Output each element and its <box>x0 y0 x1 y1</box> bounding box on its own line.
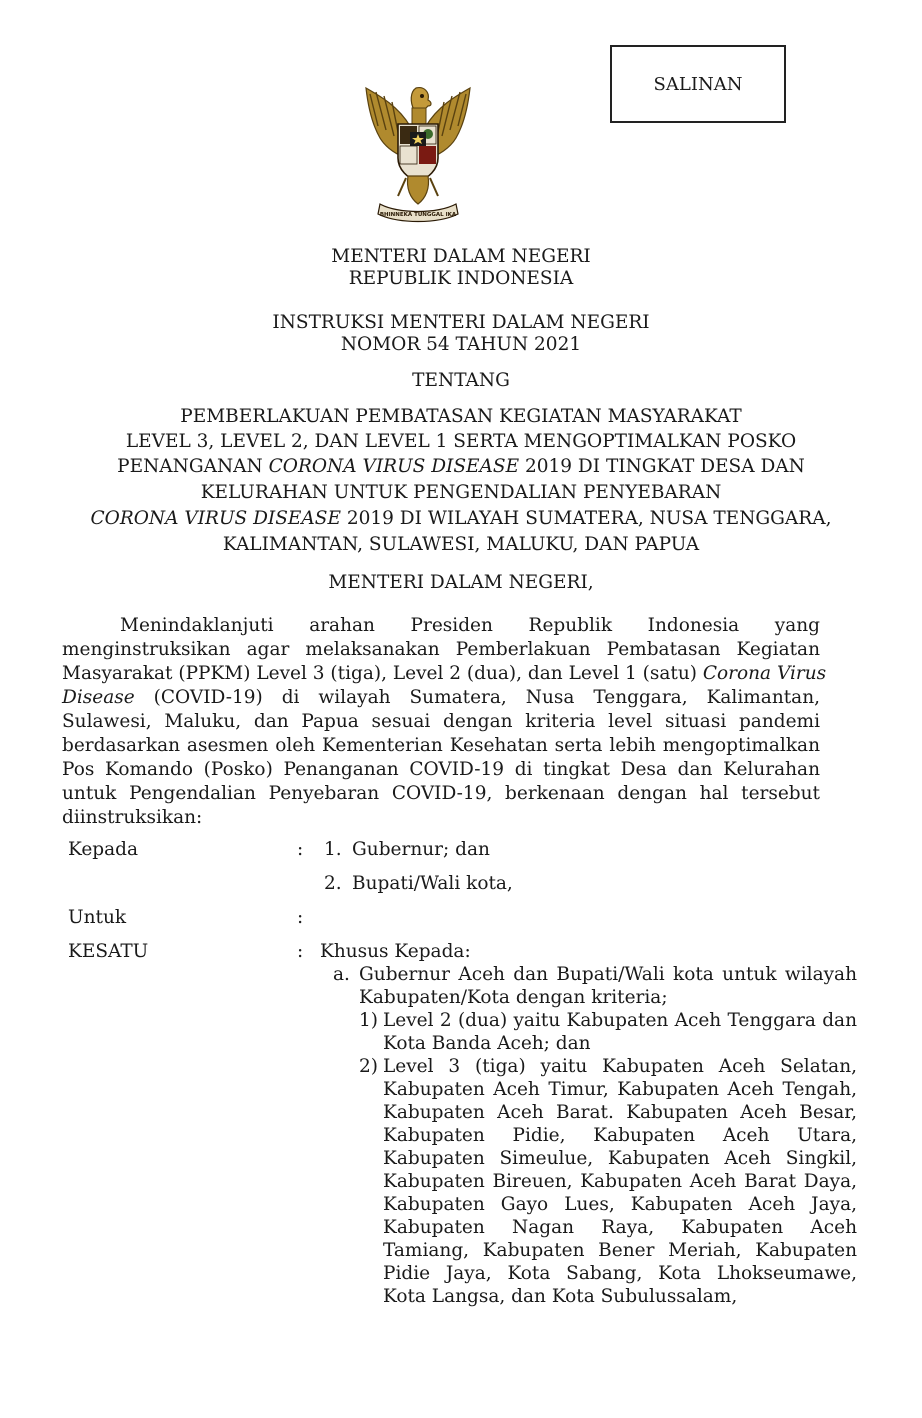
item-2-line-5: Kabupaten Simeulue, Kabupaten Aceh Singkil, <box>383 1148 857 1169</box>
preamble-line-3: Masyarakat (PPKM) Level 3 (tiga), Level 2 (dua), dan Level 1 (satu) Corona Virus <box>62 663 827 684</box>
item-a-line-1: Gubernur Aceh dan Bupati/Wali kota untuk wilayah <box>359 964 857 985</box>
preamble-line-7: Pos Komando (Posko) Penanganan COVID-19 di tingkat Desa dan Kelurahan <box>62 759 820 780</box>
item-1-line-1: Level 2 (dua) yaitu Kabupaten Aceh Tenggara dan <box>383 1010 857 1031</box>
untuk-colon: : <box>297 907 304 928</box>
item-2-line-2: Kabupaten Aceh Timur, Kabupaten Aceh Tengah, <box>383 1079 857 1100</box>
item-2-line-11: Kota Langsa, dan Kota Subulussalam, <box>383 1286 738 1307</box>
title-line-3: PENANGANAN CORONA VIRUS DISEASE 2019 DI TINGKAT DESA DAN <box>117 456 805 477</box>
kepada-label: Kepada <box>68 839 139 860</box>
item-2-line-7: Kabupaten Gayo Lues, Kabupaten Aceh Jaya, <box>383 1194 857 1215</box>
issuer-line-2: REPUBLIK INDONESIA <box>348 268 574 289</box>
kepada-colon: : <box>297 839 304 860</box>
garuda-pancasila-seal-icon <box>358 66 478 226</box>
preamble-line-2: menginstruksikan agar melaksanakan Pemberlakuan Pembatasan Kegiatan <box>62 639 820 660</box>
title-line-2: LEVEL 3, LEVEL 2, DAN LEVEL 1 SERTA MENGOPTIMALKAN POSKO <box>125 431 797 452</box>
kepada-item-2: Bupati/Wali kota, <box>352 873 513 894</box>
salinan-stamp <box>610 45 786 123</box>
seal-motto: BHINNEKA TUNGGAL IKA <box>379 212 457 218</box>
title-line-6: KALIMANTAN, SULAWESI, MALUKU, DAN PAPUA <box>222 534 700 555</box>
preamble-line-1: Menindaklanjuti arahan Presiden Republik Indonesia yang <box>120 615 820 636</box>
preamble-line-5: Sulawesi, Maluku, dan Papua sesuai dengan kriteria level situasi pandemi <box>62 711 820 732</box>
title-line-4: KELURAHAN UNTUK PENGENDALIAN PENYEBARAN <box>200 482 722 503</box>
kepada-item-1-number: 1. <box>324 839 342 860</box>
untuk-label: Untuk <box>68 907 127 928</box>
about-label: TENTANG <box>412 370 510 391</box>
preamble-line-8: untuk Pengendalian Penyebaran COVID-19, berkenaan dengan hal tersebut <box>62 783 820 804</box>
kesatu-colon: : <box>297 941 304 962</box>
item-2-line-1: Level 3 (tiga) yaitu Kabupaten Aceh Selatan, <box>383 1056 857 1077</box>
title-line-5: CORONA VIRUS DISEASE 2019 DI WILAYAH SUMATERA, NUSA TENGGARA, <box>90 508 832 529</box>
kesatu-label: KESATU <box>68 941 149 962</box>
item-2-line-9: Tamiang, Kabupaten Bener Meriah, Kabupaten <box>383 1240 857 1261</box>
item-1-marker: 1) <box>359 1010 378 1031</box>
item-2-line-8: Kabupaten Nagan Raya, Kabupaten Aceh <box>383 1217 857 1238</box>
item-2-line-3: Kabupaten Aceh Barat. Kabupaten Aceh Besar, <box>383 1102 857 1123</box>
title-line-1: PEMBERLAKUAN PEMBATASAN KEGIATAN MASYARAKAT <box>180 406 742 427</box>
document-number: NOMOR 54 TAHUN 2021 <box>340 334 582 355</box>
item-1-line-2: Kota Banda Aceh; dan <box>383 1033 591 1054</box>
preamble-line-9: diinstruksikan: <box>62 807 203 828</box>
preamble-line-6: berdasarkan asesmen oleh Kementerian Kesehatan serta lebih mengoptimalkan <box>62 735 820 756</box>
preamble-line-4: Disease (COVID-19) di wilayah Sumatera, Nusa Tenggara, Kalimantan, <box>62 687 820 708</box>
issuer-line-1: MENTERI DALAM NEGERI <box>331 246 591 267</box>
signatory-heading: MENTERI DALAM NEGERI, <box>328 572 594 593</box>
kepada-item-1: Gubernur; dan <box>352 839 490 860</box>
stamp-label: SALINAN <box>653 73 743 95</box>
kepada-item-2-number: 2. <box>324 873 342 894</box>
kesatu-intro: Khusus Kepada: <box>320 941 471 962</box>
item-2-marker: 2) <box>359 1056 378 1077</box>
item-2-line-4: Kabupaten Pidie, Kabupaten Aceh Utara, <box>383 1125 857 1146</box>
item-2-line-10: Pidie Jaya, Kota Sabang, Kota Lhokseumawe, <box>383 1263 857 1284</box>
item-a-marker: a. <box>333 964 350 985</box>
document-type: INSTRUKSI MENTERI DALAM NEGERI <box>272 312 650 333</box>
item-a-line-2: Kabupaten/Kota dengan kriteria; <box>359 987 668 1008</box>
item-2-line-6: Kabupaten Bireuen, Kabupaten Aceh Barat Daya, <box>383 1171 857 1192</box>
